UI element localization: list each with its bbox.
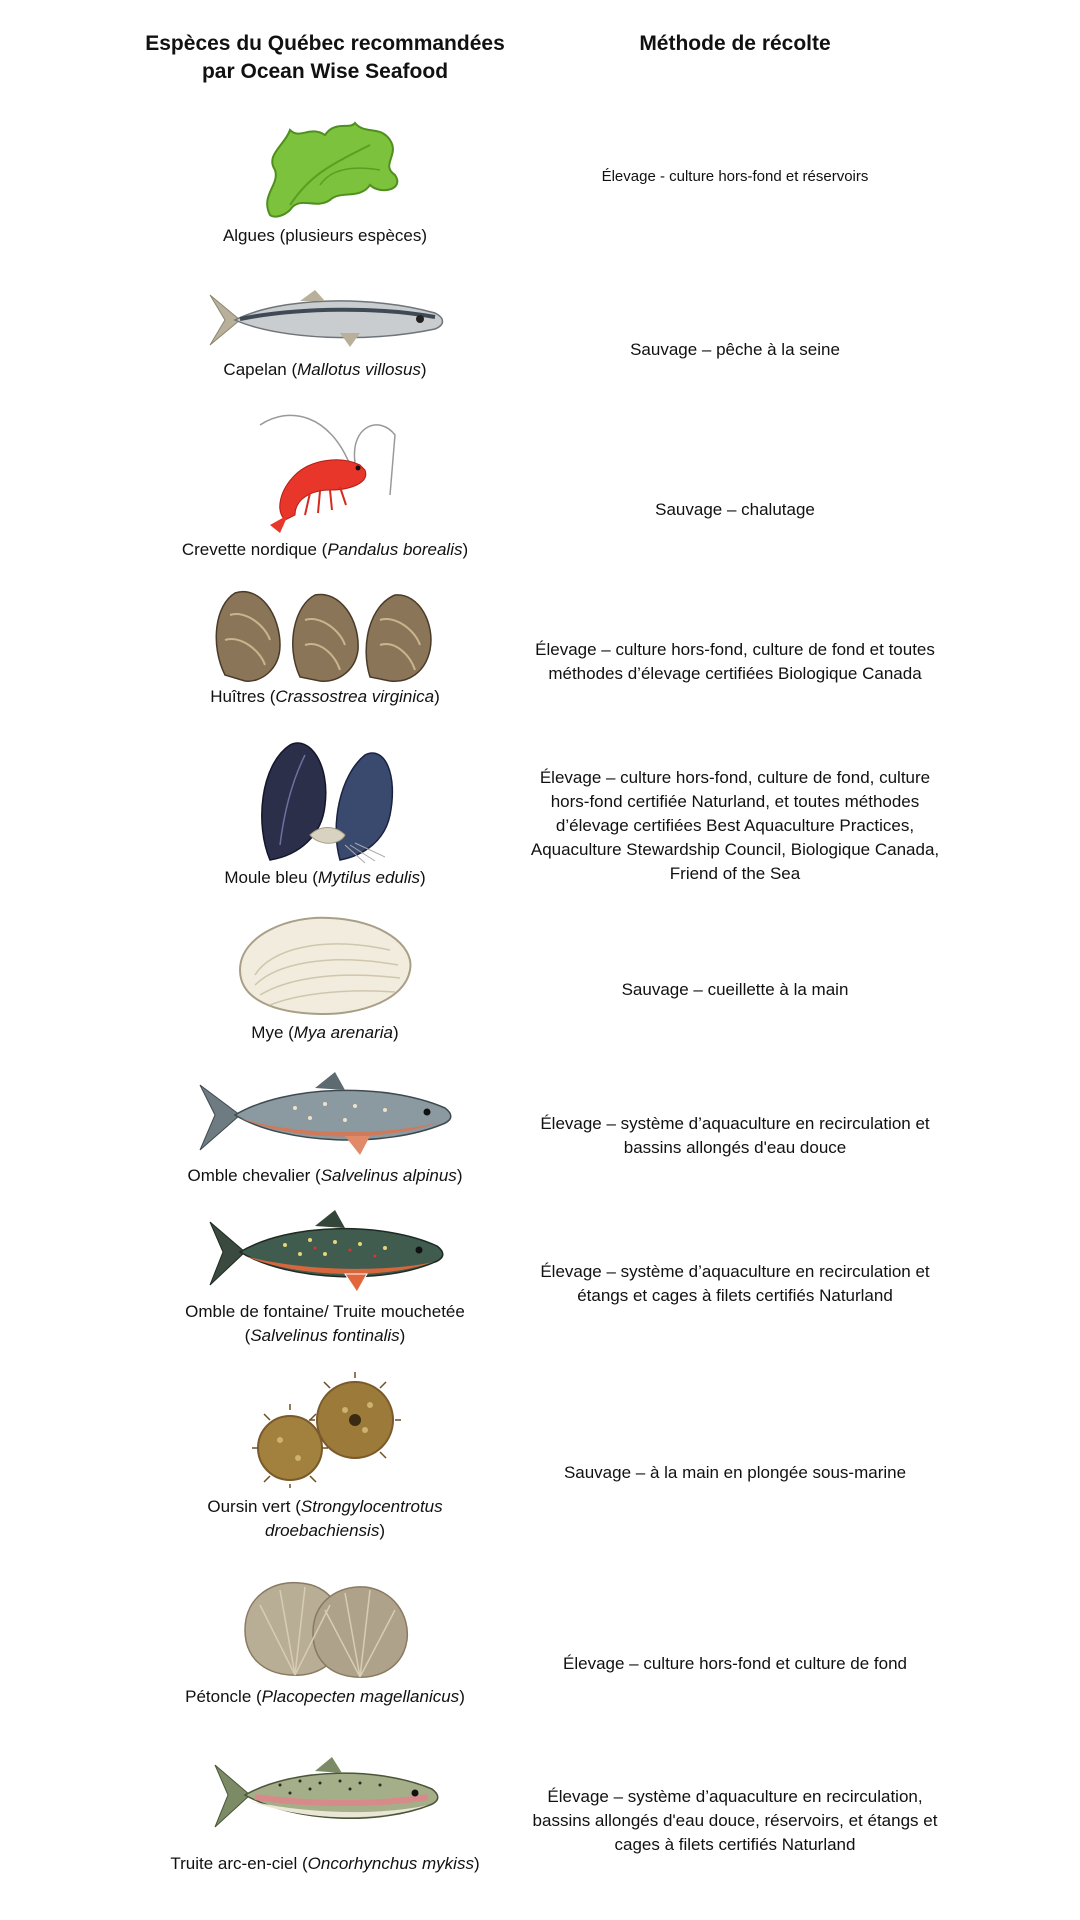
species-name: Huîtres (Crassostrea virginica): [210, 687, 440, 706]
harvest-method: Élevage – système d’aquaculture en recirculation et étangs et cages à filets certifiés Naturland: [540, 1262, 930, 1305]
oysters-icon: [195, 585, 455, 685]
species-name: Omble de fontaine/ Truite mouchetée (Salvelinus fontinalis): [185, 1302, 465, 1345]
harvest-method: Élevage – culture hors-fond et culture de fond: [563, 1654, 907, 1673]
harvest-method: Sauvage – à la main en plongée sous-marine: [563, 1463, 907, 1482]
method-column-header: Méthode de récolte: [639, 32, 831, 55]
species-name: Moule bleu (Mytilus edulis): [224, 868, 426, 887]
rainbow-trout-icon: [195, 1755, 455, 1835]
harvest-method: Élevage – culture hors-fond, culture de fond et toutes méthodes d’élevage certifiées Biologique Canada: [535, 640, 935, 683]
scallop-icon: [195, 1575, 455, 1680]
species-name: Omble chevalier (Salvelinus alpinus): [187, 1166, 463, 1185]
sea-urchin-icon: [195, 1370, 455, 1490]
harvest-method: Sauvage – pêche à la seine: [630, 340, 840, 359]
species-header-line1: Espèces du Québec recommandées: [145, 32, 505, 55]
species-name: Crevette nordique (Pandalus borealis): [181, 540, 469, 559]
seaweed-icon: [195, 115, 455, 220]
species-name: Mye (Mya arenaria): [251, 1023, 399, 1042]
species-name: Capelan (Mallotus villosus): [223, 360, 427, 379]
species-header-line2: par Ocean Wise Seafood: [201, 60, 449, 83]
capelin-fish-icon: [195, 285, 455, 355]
harvest-method: Sauvage – cueillette à la main: [621, 980, 849, 999]
harvest-method: Sauvage – chalutage: [655, 500, 815, 519]
mussels-icon: [195, 735, 455, 865]
species-name: Oursin vert (Strongylocentrotus droebachiensis): [207, 1497, 443, 1540]
harvest-method: Élevage – système d’aquaculture en recirculation et bassins allongés d'eau douce: [540, 1114, 930, 1157]
clam-icon: [195, 910, 455, 1020]
shrimp-icon: [195, 405, 455, 535]
species-name: Algues (plusieurs espèces): [222, 226, 428, 245]
species-column-header: [130, 30, 520, 86]
species-name: Pétoncle (Placopecten magellanicus): [185, 1687, 465, 1706]
brook-trout-icon: [195, 1210, 455, 1295]
harvest-method: Élevage – culture hors-fond, culture de fond, culture hors-fond certifiée Naturland, et toutes méthodes d’élevage certifiées Best Aquaculture Practices, Aquaculture Stewardship Council, Biologique Canada, Friend of the Sea: [530, 768, 940, 883]
arctic-char-icon: [195, 1070, 455, 1160]
species-name: Truite arc-en-ciel (Oncorhynchus mykiss): [170, 1854, 480, 1873]
harvest-method: Élevage – système d’aquaculture en recirculation, bassins allongés d'eau douce, réservoirs, et étangs et cages à filets certifiés Naturland: [532, 1787, 938, 1854]
harvest-method: Élevage - culture hors-fond et réservoirs: [601, 168, 869, 185]
